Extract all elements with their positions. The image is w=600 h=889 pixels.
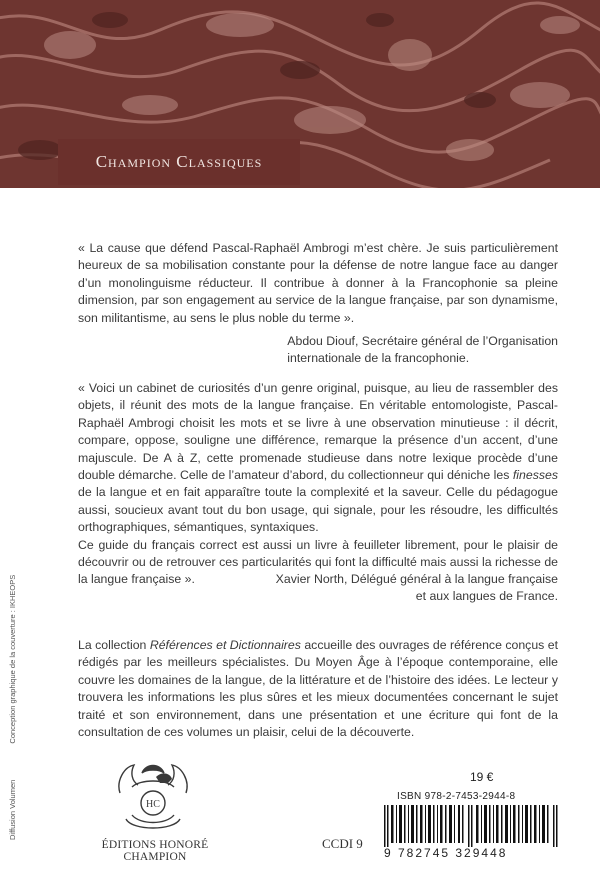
quote-north-para1-end: de la langue et en fait apparaître toute la complexité et la saveur. Celle du pédagogue aussi, soucieux avant tout du bon usage, qui signale, pour les résoudre, les difficultés orthographiques, sémantiques, syntaxiques. xyxy=(78,485,558,535)
barcode xyxy=(382,805,562,847)
quote-north-para1 xyxy=(78,380,558,537)
quote-diouf-text: « La cause que défend Pascal-Raphaël Ambrogi m’est chère. Je suis particulièrement heureux de sa mobilisation constante pour la défense de notre langue face au danger d’un monolinguisme réducteur. Il contribue à donner à la Francophonie sa pleine dimension, par son engagement au service de la langue française, par son dynamisme, son militantisme, au sens le plus noble du terme ». xyxy=(78,241,558,325)
cover-design-credit: Conception graphique de la couverture : IKHEOPS xyxy=(8,574,17,744)
quote-diouf xyxy=(78,240,558,327)
price: 19 € xyxy=(470,770,494,784)
collection-text-start: La collection xyxy=(78,638,147,652)
quote-north-para2: Ce guide du français correct est aussi un livre à feuilleter librement, pour le plaisir de découvrir ou de retrouver ces particularités qui font la difficulté mais aussi la richesse de la langue française ». xyxy=(78,537,558,587)
collection-name: Références et Dictionnaires xyxy=(149,638,301,652)
reference-code: CCDI 9 xyxy=(322,836,363,851)
collection-text-end: accueille des ouvrages de référence conçus et rédigés par les meilleurs spécialistes. Du Moyen Âge à l’époque contemporaine, elle couvre les domaines de la langue, de la littérature et de l’histoire des idées. Le lecteur y trouvera les informations les plus sûres et les mieux documentées concernant le sujet traité et son environnement, dans une présentation et une écriture qui font de la consultation de ces volumes un plaisir, celui de la découverte. xyxy=(78,638,558,740)
attribution-north-line1: Xavier North, Délégué général à la langue française xyxy=(275,572,558,586)
side-credits xyxy=(8,541,17,840)
collection-paragraph xyxy=(78,637,558,741)
attribution-north-line2: et aux langues de France. xyxy=(415,589,558,604)
publisher-logo xyxy=(112,753,194,835)
attribution-diouf-line2: internationale de la francophonie. xyxy=(287,351,470,366)
series-title: Champion Classiques xyxy=(95,152,263,171)
quote-north xyxy=(78,380,558,589)
distribution-credit: Diffusion Volumen xyxy=(8,779,17,840)
barcode-digits: 9 782745 329448 xyxy=(384,846,508,860)
attribution-north xyxy=(276,571,558,606)
publisher-name: ÉDITIONS HONORÉ CHAMPION xyxy=(101,839,209,863)
quote-north-para1-start: « Voici un cabinet de curiosités d’un genre original, puisque, au lieu de rassembler des objets, il réunit des mots de la langue française. En véritable entomologiste, Pascal-Raphaël Ambrogi choisit les mots et se livre à une observation minutieuse : il décrit, compare, oppose, souligne une différence, remarque la présence d’un accent, d’une majuscule. De A à Z, cette promenade studieuse dans notre lexique procède d’une double démarche. Celle de l’amateur d’abord, du collectionneur qui déniche les xyxy=(78,381,558,483)
series-banner xyxy=(58,139,300,185)
attribution-diouf-line1: Abdou Diouf, Secrétaire général de l’Organisation xyxy=(287,334,558,348)
quote-north-italic-word: finesses xyxy=(512,468,558,483)
attribution-diouf xyxy=(287,333,558,368)
publisher-logo-letters: HC xyxy=(146,799,160,810)
isbn: ISBN 978-2-7453-2944-8 xyxy=(397,791,516,802)
collection-description xyxy=(78,637,558,741)
